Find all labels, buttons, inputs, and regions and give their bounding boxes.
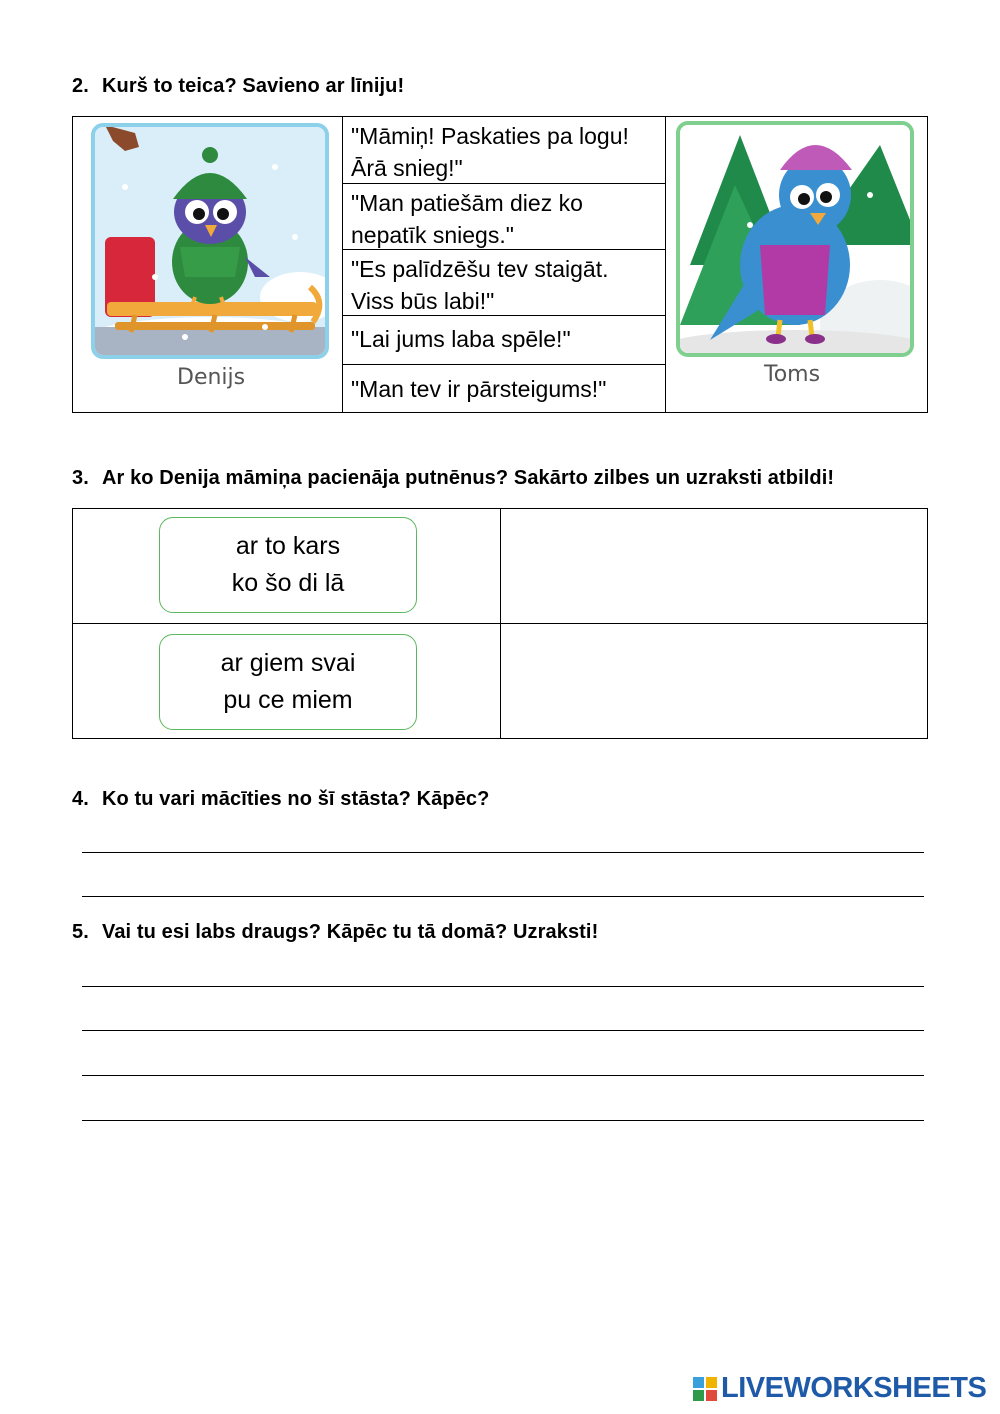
question-5-title	[72, 921, 598, 944]
quote-item[interactable]: "Māmiņ! Paskaties pa logu! Ārā snieg!"	[343, 117, 665, 184]
quotes-column	[343, 117, 666, 412]
quote-item[interactable]: "Man tev ir pārsteigums!"	[351, 376, 607, 402]
answer-line[interactable]	[82, 1075, 924, 1076]
answer-field[interactable]	[501, 624, 927, 739]
liveworksheets-icon	[693, 1377, 717, 1401]
question-4-title	[72, 788, 489, 811]
right-character-name: Toms	[764, 362, 821, 387]
question-text: Ar ko Denija māmiņa pacienāja putnēnus? Sakārto zilbes un uzraksti atbildi!	[102, 467, 835, 489]
toms-picture	[676, 121, 914, 357]
syllable-table	[72, 508, 928, 739]
answer-line[interactable]	[82, 1030, 924, 1031]
question-number: 3.	[72, 467, 89, 489]
denijs-picture	[91, 123, 329, 359]
quote-item[interactable]: "Es palīdzēšu tev staigāt. Viss būs labi!"	[343, 250, 665, 316]
quote-item[interactable]: "Man patiešām diez ko nepatīk sniegs."	[343, 184, 665, 250]
bird-in-purple-hat-icon	[680, 125, 910, 353]
right-character-cell	[666, 117, 927, 412]
question-text: Ko tu vari mācīties no šī stāsta? Kāpēc?	[102, 788, 490, 810]
matching-table	[72, 116, 928, 413]
answer-line[interactable]	[82, 1120, 924, 1121]
question-2-title	[72, 75, 404, 98]
left-character-cell	[73, 117, 343, 412]
question-number: 2.	[72, 75, 89, 97]
question-text: Kurš to teica? Savieno ar līniju!	[102, 75, 405, 97]
answer-line[interactable]	[82, 852, 924, 853]
answer-field[interactable]	[501, 509, 927, 623]
question-text: Vai tu esi labs draugs? Kāpēc tu tā domā? Uzraksti!	[102, 921, 599, 943]
syllable-box: ar to kars ko šo di lā	[159, 517, 417, 613]
question-number: 4.	[72, 788, 89, 810]
bird-on-sled-icon	[95, 127, 325, 355]
column-divider	[500, 509, 501, 738]
answer-line[interactable]	[82, 986, 924, 987]
answer-line[interactable]	[82, 896, 924, 897]
left-character-name: Denijs	[177, 365, 246, 390]
syllable-box: ar giem svai pu ce miem	[159, 634, 417, 730]
logo-text: LIVEWORKSHEETS	[721, 1372, 987, 1404]
question-3-title	[72, 467, 834, 490]
question-number: 5.	[72, 921, 89, 943]
quote-item[interactable]: "Lai jums laba spēle!"	[343, 316, 665, 365]
